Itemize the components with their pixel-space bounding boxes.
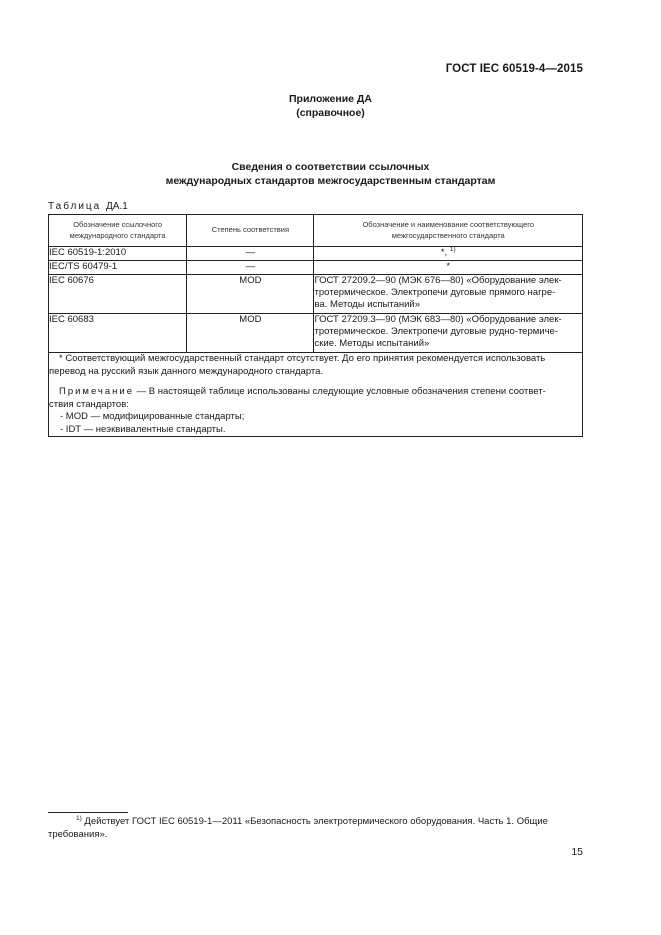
cell-text: тротермическое. Электропечи дуговые рудно-термиче- — [314, 326, 558, 337]
table-heading-line1: Сведения о соответствии ссылочных — [231, 161, 430, 173]
header-international-standard — [49, 215, 187, 247]
conformity-table — [48, 214, 583, 437]
cell-degree: — — [187, 261, 314, 275]
header-text: международного стандарта — [69, 230, 166, 240]
note-label: Примечание — [59, 386, 134, 397]
header-text: Обозначение ссылочного — [73, 220, 163, 229]
cell-national: * — [314, 261, 583, 275]
cell-international: IEC/TS 60479-1 — [49, 261, 187, 275]
table-notes-row — [49, 353, 583, 437]
page-number: 15 — [571, 846, 583, 858]
annex-title-line: Приложение ДА — [289, 93, 372, 105]
cell-national — [314, 275, 583, 314]
cell-degree: — — [187, 247, 314, 261]
star-note-line1: * Соответствующий межгосударственный стандарт отсутствует. До его принятия рекомендуется использовать — [59, 353, 546, 364]
note-list-item: - MOD — модифицированные стандарты; — [60, 411, 245, 422]
table-header-row — [49, 215, 583, 247]
note-line2: ствия стандартов: — [49, 398, 129, 410]
footnote-line1 — [48, 816, 583, 829]
header-degree: Степень соответствия — [187, 215, 314, 247]
cell-international: IEC 60519-1:2010 — [49, 247, 187, 261]
table-caption-number: ДА.1 — [106, 201, 128, 212]
footnote-divider — [48, 812, 128, 813]
header-text: Обозначение и наименование соответствующего — [362, 220, 535, 229]
table-caption-prefix: Таблица — [48, 201, 102, 212]
table-row — [49, 275, 583, 314]
cell-national — [314, 314, 583, 353]
table-row — [49, 261, 583, 275]
footnote-line2: требования». — [48, 828, 108, 840]
footnote-text: Действует ГОСТ IEC 60519-1—2011 «Безопасность электротермического оборудования. Часть 1. Общие — [81, 816, 548, 827]
table-caption — [48, 201, 128, 212]
header-national-standard — [314, 215, 583, 247]
table-heading — [0, 160, 661, 188]
cell-text: ГОСТ 27209.2—90 (МЭК 676—80) «Оборудование элек- — [314, 275, 562, 286]
footnote-mark: 1) — [76, 815, 82, 822]
cell-degree: MOD — [187, 314, 314, 353]
footnote-ref: 1) — [449, 246, 456, 253]
table-heading-line2: международных стандартов межгосударственным стандартам — [165, 175, 496, 187]
cell-national — [314, 247, 583, 261]
cell-text: ГОСТ 27209.3—90 (МЭК 683—80) «Оборудование элек- — [314, 314, 562, 325]
note-line1 — [49, 386, 582, 399]
cell-international: IEC 60683 — [49, 314, 187, 353]
table-notes — [49, 353, 583, 437]
cell-text: ские. Методы испытаний» — [314, 338, 430, 349]
star-note-line2: перевод на русский язык данного международного стандарта. — [49, 365, 324, 377]
table-row — [49, 314, 583, 353]
cell-text: тротермическое. Электропечи дуговые прямого нагре- — [314, 287, 556, 298]
footnote — [48, 816, 583, 841]
cell-text: *, — [440, 247, 448, 258]
table-row — [49, 247, 583, 261]
note-list-item: - IDT — неэквивалентные стандарты. — [60, 423, 226, 435]
document-code: ГОСТ IEC 60519-4—2015 — [445, 63, 583, 75]
cell-degree: MOD — [187, 275, 314, 314]
cell-text: ва. Методы испытаний» — [314, 299, 421, 310]
annex-subtitle: (справочное) — [296, 107, 365, 119]
header-text: межгосударственного стандарта — [391, 230, 505, 240]
note-text: — В настоящей таблице использованы следующие условные обозначения степени соответ- — [134, 386, 546, 397]
annex-title — [0, 92, 661, 120]
cell-international: IEC 60676 — [49, 275, 187, 314]
